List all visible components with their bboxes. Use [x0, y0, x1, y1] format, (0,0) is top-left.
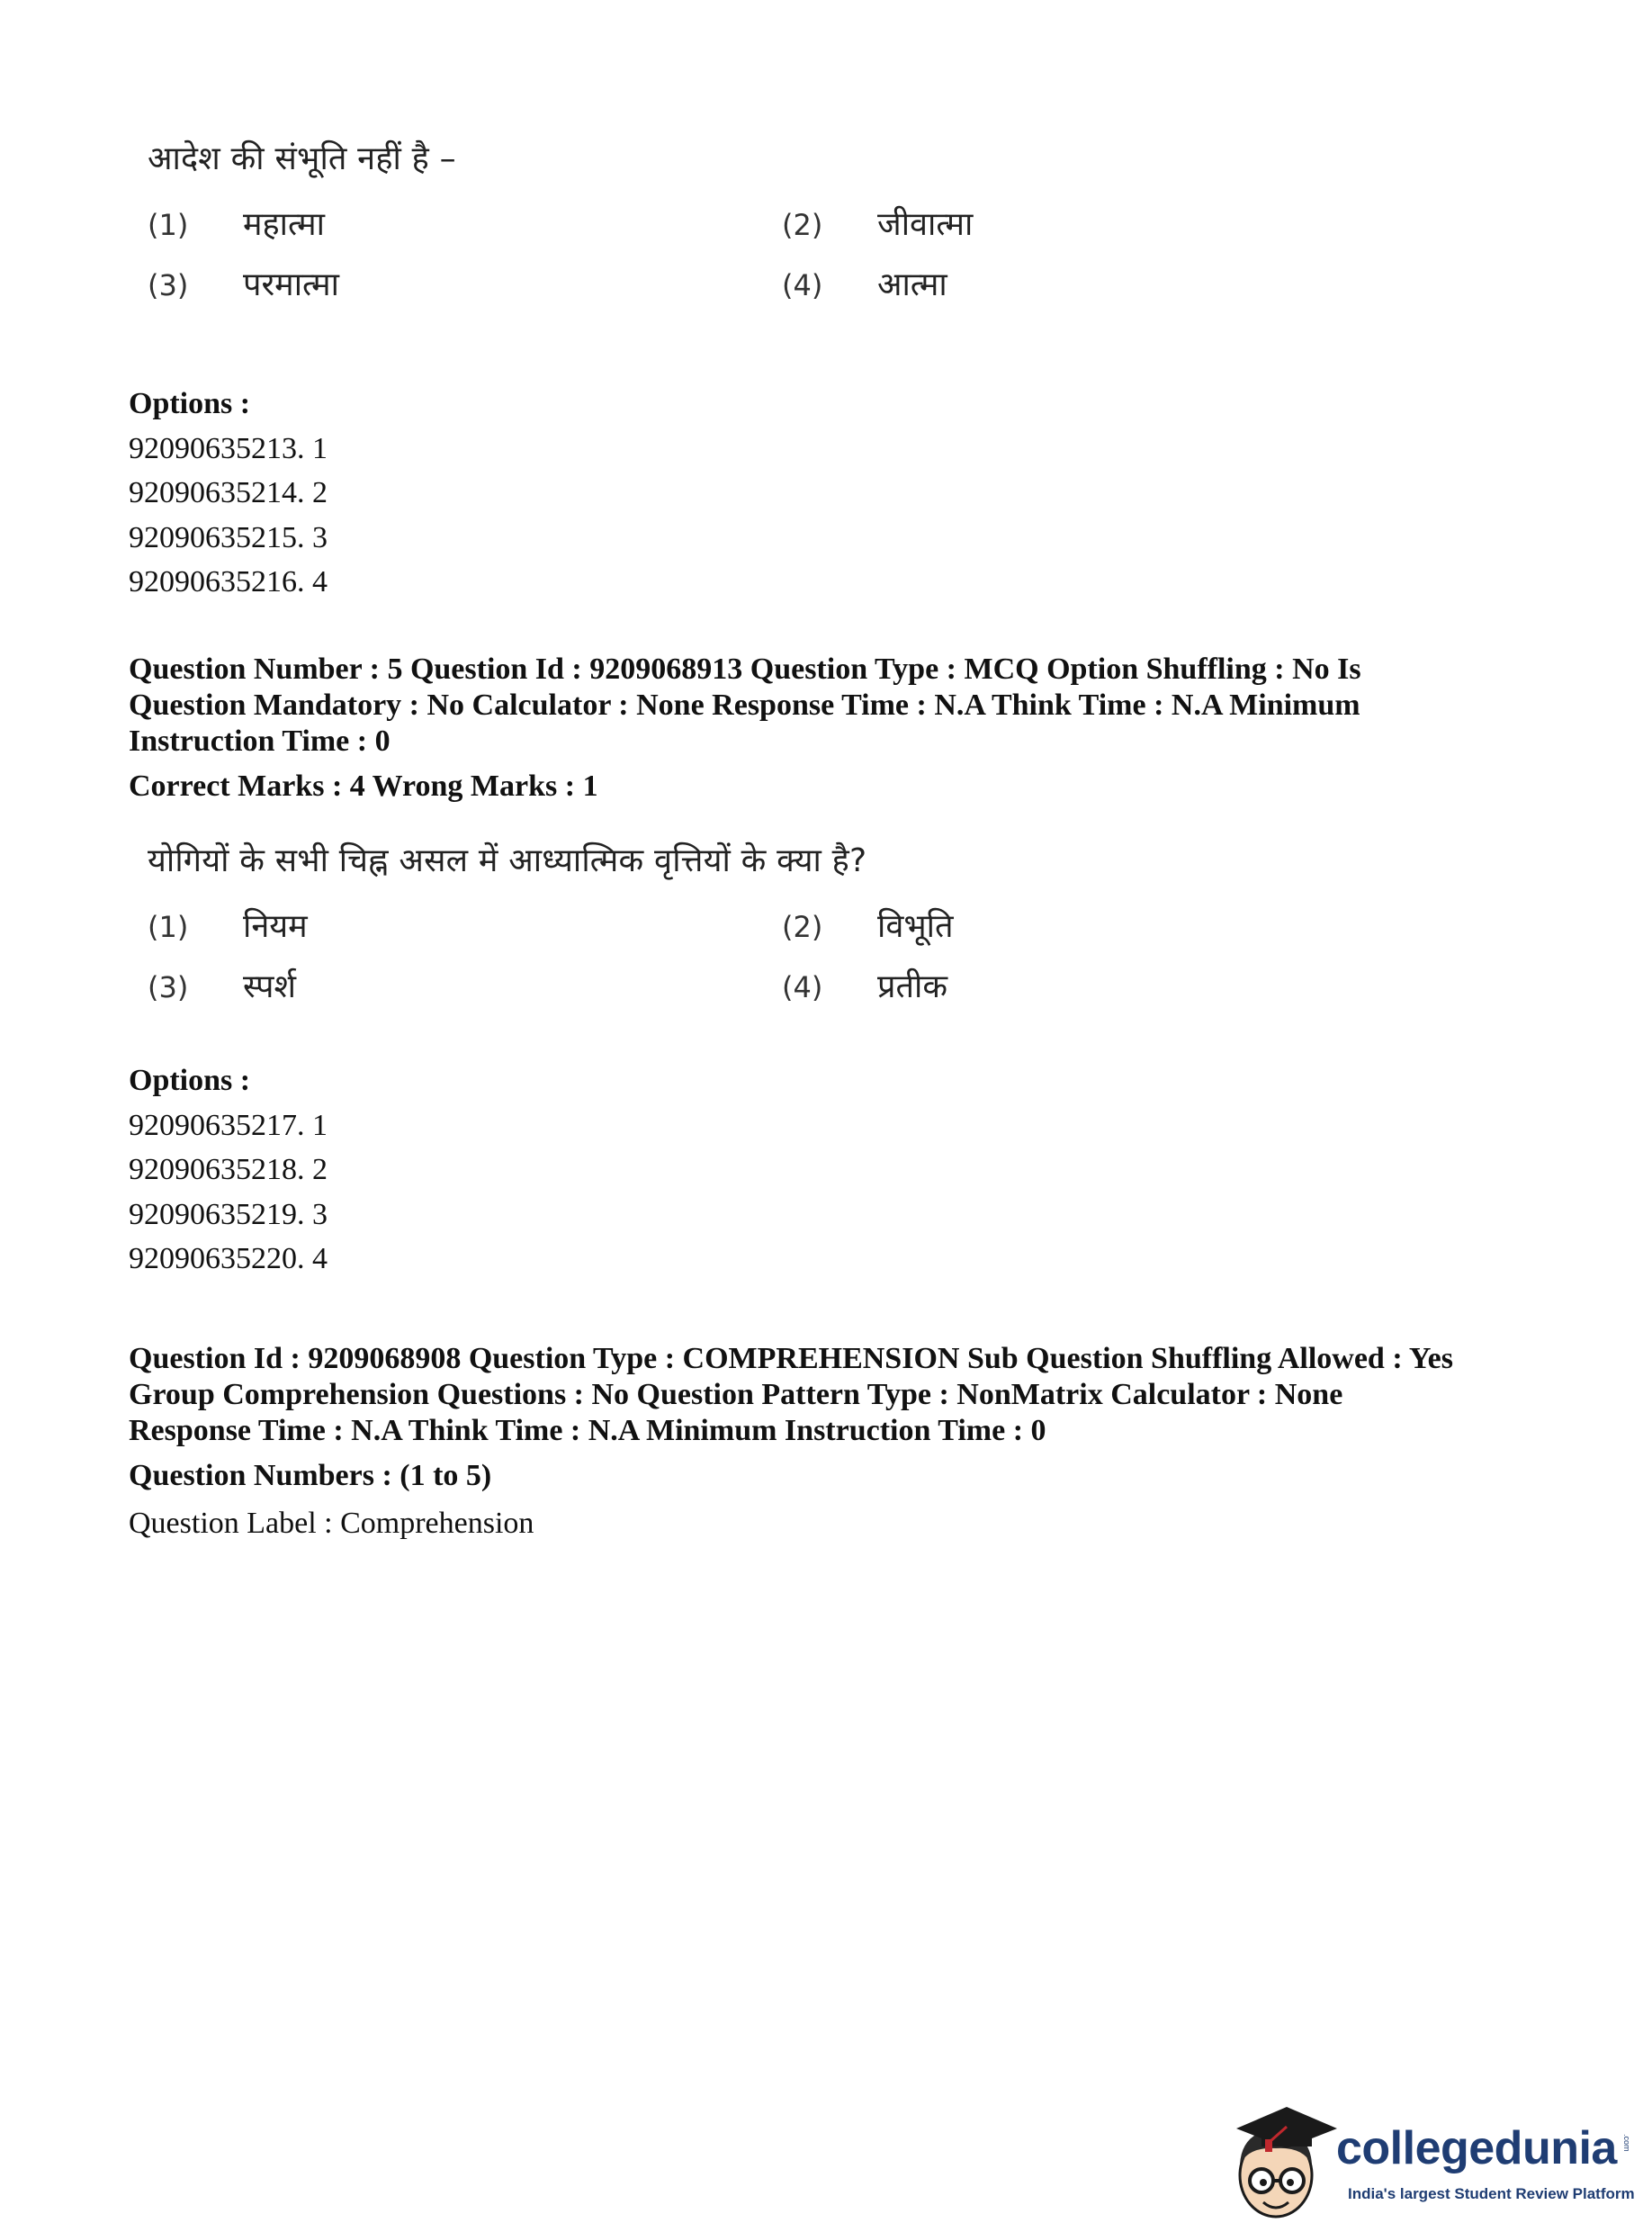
- image-option-number: (3): [148, 268, 189, 302]
- image-option-number: (4): [782, 970, 823, 1004]
- image-option-number: (4): [782, 268, 823, 302]
- logo-tagline: India's largest Student Review Platform: [1348, 2185, 1635, 2202]
- question-meta-line: Group Comprehension Questions : No Question Pattern Type : NonMatrix Calculator : None: [129, 1378, 1343, 1411]
- question-4-text: आदेश की संभूति नहीं है –: [148, 140, 456, 177]
- image-option-text: आत्मा: [877, 266, 947, 303]
- image-option-number: (1): [148, 208, 189, 242]
- image-option: [135, 201, 769, 245]
- image-option-text: स्पर्श: [243, 968, 296, 1005]
- image-option: [769, 261, 1039, 305]
- image-option: [769, 903, 1039, 947]
- question-label: Question Label : Comprehension: [129, 1507, 534, 1540]
- question-meta-line: Question Mandatory : No Calculator : None Response Time : N.A Think Time : N.A Minimum: [129, 688, 1360, 722]
- image-option-text: प्रतीक: [877, 968, 947, 1005]
- image-option-text: जीवात्मा: [877, 206, 974, 243]
- mascot-icon: [1224, 2102, 1341, 2228]
- question-numbers: Question Numbers : (1 to 5): [129, 1459, 492, 1492]
- image-option-number: (2): [782, 208, 823, 242]
- option-line: 92090635215. 3: [129, 520, 328, 554]
- image-option-number: (3): [148, 970, 189, 1004]
- question-meta-line: Response Time : N.A Think Time : N.A Minimum Instruction Time : 0: [129, 1414, 1046, 1447]
- logo-wordmark: collegedunia: [1336, 2122, 1617, 2174]
- question-meta-line: Question Number : 5 Question Id : 9209068913 Question Type : MCQ Option Shuffling : No Is: [129, 652, 1361, 686]
- question-meta-line: Instruction Time : 0: [129, 724, 391, 758]
- question-5-image: [135, 837, 1035, 1007]
- option-line: 92090635219. 3: [129, 1197, 328, 1231]
- question-5-text: योगियों के सभी चिह्न असल में आध्यात्मिक वृत्तियों के क्या है?: [148, 842, 867, 879]
- image-option-text: विभूति: [877, 908, 954, 945]
- question-4-image: [135, 135, 1035, 305]
- option-line: 92090635218. 2: [129, 1153, 328, 1186]
- image-option: [769, 201, 1039, 245]
- logo-suffix: .com: [1622, 2134, 1631, 2152]
- image-option: [769, 963, 1039, 1007]
- question-marks: Correct Marks : 4 Wrong Marks : 1: [129, 770, 598, 803]
- question-4-image-options: [135, 201, 1035, 305]
- option-line: 92090635220. 4: [129, 1242, 328, 1275]
- image-option: [135, 261, 769, 305]
- option-line: 92090635217. 1: [129, 1108, 328, 1142]
- image-option-text: परमात्मा: [243, 266, 339, 303]
- image-option-number: (2): [782, 910, 823, 944]
- image-option: [135, 903, 769, 947]
- question-5-options: [129, 1058, 1532, 1282]
- option-line: 92090635214. 2: [129, 476, 328, 509]
- question-4-options: [129, 382, 1532, 605]
- image-option-text: नियम: [243, 908, 308, 945]
- collegedunia-logo: [1224, 2102, 1638, 2228]
- image-option: [135, 963, 769, 1007]
- image-option-number: (1): [148, 910, 189, 944]
- options-heading: Options :: [129, 1064, 251, 1097]
- question-5-image-options: [135, 903, 1035, 1007]
- option-line: 92090635213. 1: [129, 431, 328, 465]
- question-meta-line: Question Id : 9209068908 Question Type : COMPREHENSION Sub Question Shuffling Allowed : Yes: [129, 1342, 1453, 1375]
- image-option-text: महात्मा: [243, 206, 325, 243]
- comprehension-meta: [129, 1341, 1532, 1546]
- options-heading: Options :: [129, 387, 251, 420]
- option-line: 92090635216. 4: [129, 565, 328, 598]
- question-5-meta: [129, 652, 1532, 805]
